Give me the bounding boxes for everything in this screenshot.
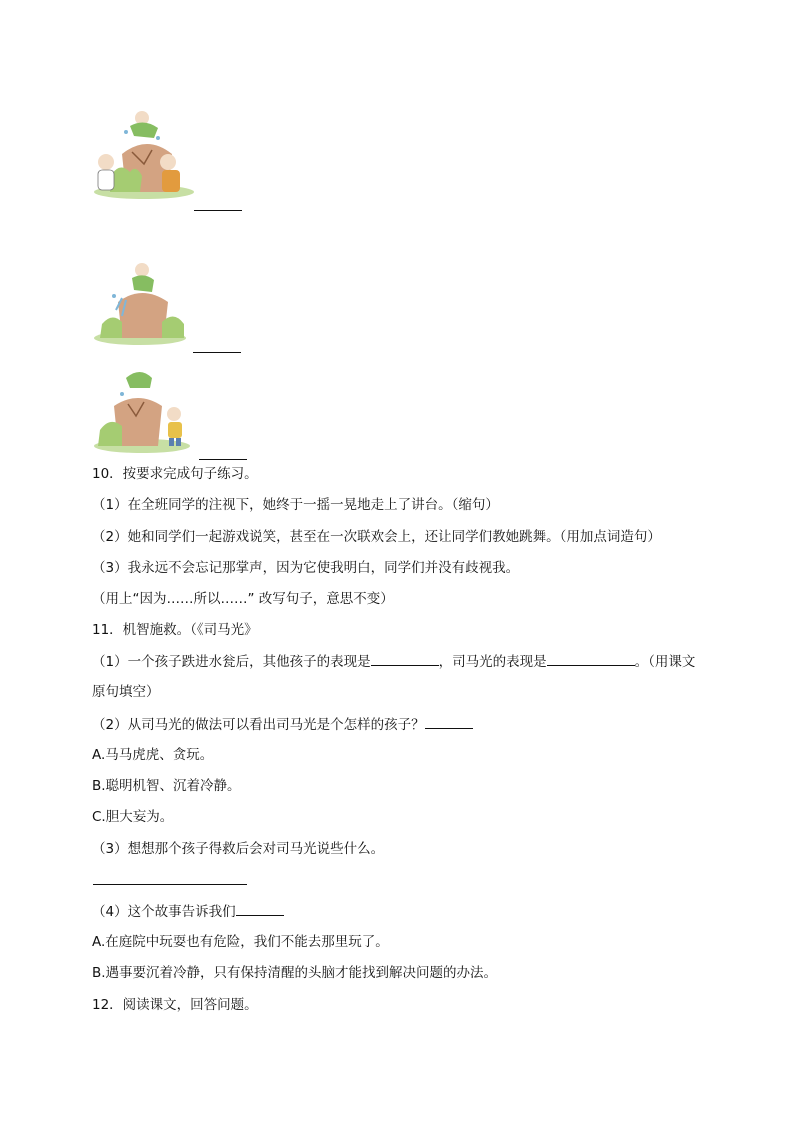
boy-in-splashing-urn-icon xyxy=(92,258,188,348)
q10-sentence-3-note: （用上“因为……所以……” 改写句子，意思不变） xyxy=(92,591,394,607)
boy-on-broken-urn-with-friends-icon xyxy=(92,104,196,200)
q11-part1-continued: 原句填空） xyxy=(92,684,160,700)
q11-part1 xyxy=(92,651,695,672)
q11-part1-text-c: 。（用课文 xyxy=(634,654,696,670)
q11-part2-text: （2）从司马光的做法可以看出司马光是个怎样的孩子？ xyxy=(92,717,425,733)
illustration-1 xyxy=(92,104,196,200)
q10-sentence-2: （2）她和同学们一起游戏说笑，甚至在一次联欢会上，还让同学们教她跳舞。（用加点词造句） xyxy=(92,529,661,545)
boy-looking-at-broken-urn-icon xyxy=(92,360,196,456)
answer-blank-simaguang[interactable] xyxy=(547,651,635,666)
answer-line-part3[interactable] xyxy=(93,884,247,885)
q10-sentence-3: （3）我永远不会忘记那掌声，因为它使我明白，同学们并没有歧视我。 xyxy=(92,560,520,576)
q11-part2-option-b[interactable]: B.聪明机智、沉着冷静。 xyxy=(92,778,241,794)
q11-title: 11．机智施救。（《司马光》 xyxy=(92,622,258,638)
q11-part4-option-a[interactable]: A.在庭院中玩耍也有危险，我们不能去那里玩了。 xyxy=(92,934,389,950)
answer-line-2[interactable] xyxy=(193,352,241,353)
q11-part2-option-a[interactable]: A.马马虎虎、贪玩。 xyxy=(92,747,214,763)
q11-part4 xyxy=(92,901,284,922)
answer-line-1[interactable] xyxy=(194,210,242,211)
answer-blank-others[interactable] xyxy=(371,651,439,666)
q11-part2-option-c[interactable]: C.胆大妄为。 xyxy=(92,809,174,825)
answer-blank-part4[interactable] xyxy=(236,901,284,916)
q10-sentence-1: （1）在全班同学的注视下，她终于一摇一晃地走上了讲台。（缩句） xyxy=(92,497,499,513)
q11-part4-option-b[interactable]: B.遇事要沉着冷静，只有保持清醒的头脑才能找到解决问题的办法。 xyxy=(92,965,498,981)
q11-part3: （3）想想那个孩子得救后会对司马光说些什么。 xyxy=(92,841,385,857)
q11-part2 xyxy=(92,714,473,735)
q11-part4-text: （4）这个故事告诉我们 xyxy=(92,904,236,920)
illustration-2 xyxy=(92,258,188,348)
q11-part1-text-b: ，司马光的表现是 xyxy=(438,654,547,670)
q12-title: 12．阅读课文，回答问题。 xyxy=(92,997,258,1013)
answer-line-3[interactable] xyxy=(199,459,247,460)
q11-part1-text-a: （1）一个孩子跌进水瓮后，其他孩子的表现是 xyxy=(92,654,371,670)
q10-title: 10．按要求完成句子练习。 xyxy=(92,466,258,482)
answer-blank-part2[interactable] xyxy=(425,714,473,729)
illustration-3 xyxy=(92,360,196,456)
